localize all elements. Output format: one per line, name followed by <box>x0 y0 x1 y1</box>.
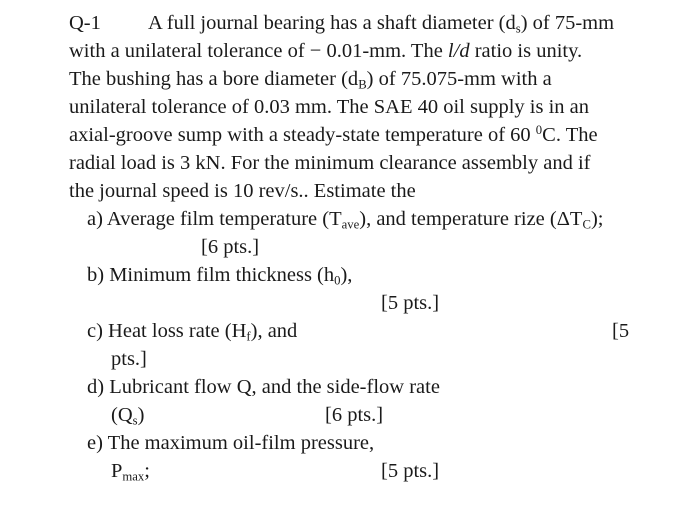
part-d-points: [6 pts.] <box>325 404 384 426</box>
part-d-text: d) Lubricant flow Q, and the side-flow rate <box>87 376 440 398</box>
intro-line-7: the journal speed is 10 rev/s.. Estimate the <box>69 180 416 202</box>
part-a-points: [6 pts.] <box>201 236 260 258</box>
intro-line-5: axial-groove sump with a steady-state temperature of 60 $^0$C. The <box>69 123 598 146</box>
part-c-points-open: [5 <box>612 320 630 342</box>
part-e-text: e) The maximum oil-film pressure, <box>87 432 375 454</box>
part-b-text: b) Minimum film thickness $(h_0)$, <box>87 264 353 288</box>
part-a-text: a) Average film temperature $(T_{ave})$, and temperature rize $(\Delta T_C)$; <box>87 208 604 232</box>
intro-line-3: The bushing has a bore diameter $(d_B)$ of 75.075-mm with a <box>69 68 552 92</box>
intro-line-1: A full journal bearing has a shaft diameter $(d_s)$ of 75-mm <box>148 12 615 36</box>
part-b-points: [5 pts.] <box>381 292 440 314</box>
part-e-points: [5 pts.] <box>381 460 440 482</box>
part-d-symbol: $(Q_s)$ <box>111 404 145 428</box>
intro-line-4: unilateral tolerance of 0.03 mm. The SAE 40 oil supply is in an <box>69 96 589 118</box>
part-c-points-close: pts.] <box>111 348 147 370</box>
question-number: Q-1 <box>69 12 101 34</box>
part-e-symbol: $P_{max}$; <box>111 460 150 484</box>
intro-line-6: radial load is 3 kN. For the minimum clearance assembly and if <box>69 152 591 174</box>
intro-line-2: with a unilateral tolerance of − 0.01-mm. The l/d ratio is unity. <box>69 40 583 62</box>
part-c-text: c) Heat loss rate $(H_f)$, and <box>87 320 298 344</box>
